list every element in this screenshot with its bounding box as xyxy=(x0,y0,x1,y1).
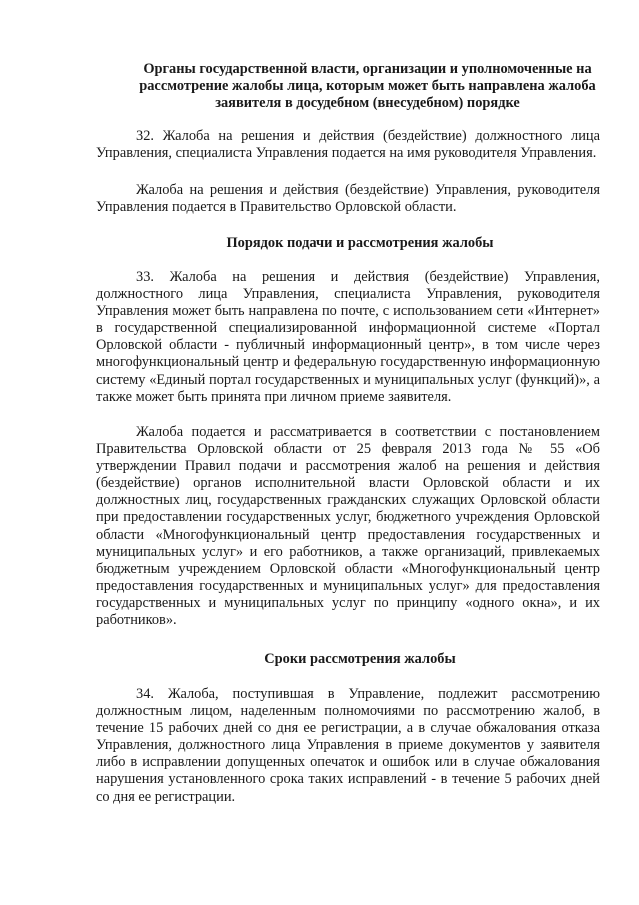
paragraph-34: 34. Жалоба, поступившая в Управление, подлежит рассмотрению должностным лицом, наделенным полномочиями по рассмотрению жалоб, в течение 15 рабочих дней со дня ее регистрации, а в случае обжалования отказа Управления, должностного лица Управления в приеме документов у заявителя либо в исправлении допущенных опечаток и ошибок или в случае обжалования нарушения установленного срока таких исправлений - в течение 5 рабочих дней со дня ее регистрации. xyxy=(96,686,600,805)
paragraph-32: 32. Жалоба на решения и действия (бездействие) должностного лица Управления, специалиста Управления подается на имя руководителя Управления. xyxy=(96,128,600,162)
section-heading-complaint-bodies: Органы государственной власти, организации и уполномоченные на рассмотрение жалобы лица, которым может быть направлена жалоба заявителя в досудебном (внесудебном) порядке xyxy=(139,61,596,111)
paragraph-32-continued: Жалоба на решения и действия (бездействие) Управления, руководителя Управления подается в Правительство Орловской области. xyxy=(96,182,600,216)
paragraph-33: 33. Жалоба на решения и действия (бездействие) Управления, должностного лица Управления, специалиста Управления, руководителя Управления может быть направлена по почте, с использованием сети «Интернет» в государственной специализированной информационной системе «Портал Орловской области - публичный информационный центр», в том числе через многофункциональный центр и федеральную государственную информационную систему «Единый портал государственных и муниципальных услуг (функций)», а также может быть принята при личном приеме заявителя. xyxy=(96,269,600,405)
section-heading-filing-procedure: Порядок подачи и рассмотрения жалобы xyxy=(226,235,494,251)
section-heading-review-deadlines: Сроки рассмотрения жалобы xyxy=(264,651,456,667)
paragraph-33-continued: Жалоба подается и рассматривается в соответствии с постановлением Правительства Орловской области от 25 февраля 2013 года № 55 «Об утверждении Правил подачи и рассмотрения жалоб на решения и действия (бездействие) органов исполнительной власти Орловской области и их должностных лиц, государственных гражданских служащих Орловской области при предоставлении государственных услуг, бюджетного учреждения Орловской области «Многофункциональный центр предоставления государственных и муниципальных услуг» и его работников, а также организаций, привлекаемых бюджетным учреждением Орловской области «Многофункциональный центр предоставления государственных и муниципальных услуг» для предоставления государственных и муниципальных услуг по принципу «одного окна», и их работников». xyxy=(96,424,600,629)
